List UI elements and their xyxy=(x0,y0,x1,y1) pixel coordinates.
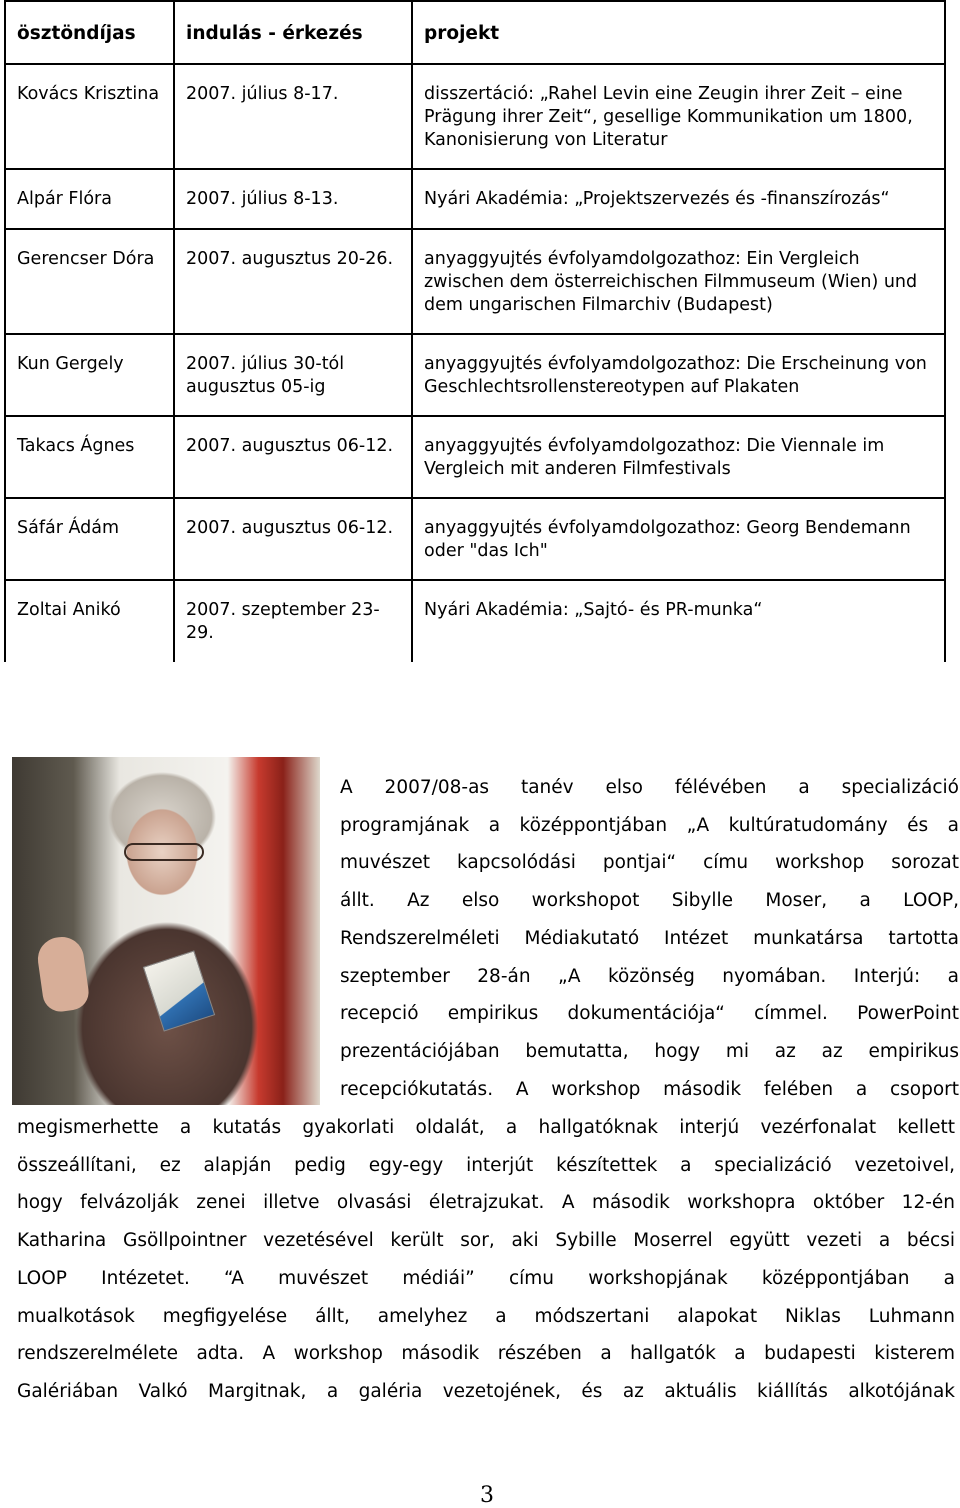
table-row xyxy=(5,580,945,662)
text-line: Katharina Gsöllpointner vezetésével került sor, aki Sybille Moserrel együtt vezeti a bécsi xyxy=(17,1230,955,1252)
photo-hand xyxy=(35,934,91,1014)
table-row xyxy=(5,169,945,229)
cell-name: Takacs Ágnes xyxy=(5,416,174,498)
cell-dates: 2007. július 8-13. xyxy=(174,169,412,229)
cell-name: Kovács Krisztina xyxy=(5,64,174,169)
cell-dates: 2007. augusztus 06-12. xyxy=(174,498,412,580)
text-line: szeptember 28-án „A közönség nyomában. Interjú: a xyxy=(340,965,959,987)
cell-dates: 2007. szeptember 23-29. xyxy=(174,580,412,662)
text-line: recepciókutatás. A workshop második felében a csoport xyxy=(340,1078,959,1100)
table-row xyxy=(5,334,945,416)
cell-project: disszertáció: „Rahel Levin eine Zeugin ihrer Zeit – eine Prägung ihrer Zeit“, gesellige Kommunikation um 1800, Kanonisierung von Literatur xyxy=(412,64,945,169)
cell-name: Kun Gergely xyxy=(5,334,174,416)
table-row xyxy=(5,498,945,580)
text-line: rendszerelmélete adta. A workshop második részében a hallgatók a budapesti kisterem xyxy=(17,1343,955,1365)
text-line: állt. Az elso workshopot Sibylle Moser, a LOOP, xyxy=(340,890,959,912)
table-row xyxy=(5,416,945,498)
cell-name: Sáfár Ádám xyxy=(5,498,174,580)
scholarship-table xyxy=(4,0,946,662)
article-text-beside-photo xyxy=(340,769,959,1108)
text-line: muvészet kapcsolódási pontjai“ címu workshop sorozat xyxy=(340,852,959,874)
cell-dates: 2007. július 8-17. xyxy=(174,64,412,169)
text-line: Rendszerelméleti Médiakutató Intézet munkatársa tartotta xyxy=(340,927,959,949)
cell-project: anyaggyujtés évfolyamdolgozathoz: Ein Vergleich zwischen dem österreichischen Filmmuseum (Wien) und dem ungarischen Filmarchiv (Budapest) xyxy=(412,229,945,334)
header-scholar: ösztöndíjas xyxy=(5,1,174,64)
text-line: A 2007/08-as tanév elso félévében a specializáció xyxy=(340,777,959,798)
table-row xyxy=(5,229,945,334)
text-line: hogy felvázolják zenei illetve olvasási életrajzukat. A második workshopra október 12-én xyxy=(17,1192,955,1214)
workshop-photo xyxy=(12,757,320,1105)
article-text-full-width xyxy=(17,1109,955,1411)
cell-dates: 2007. augusztus 06-12. xyxy=(174,416,412,498)
cell-project: anyaggyujtés évfolyamdolgozathoz: Die Viennale im Vergleich mit anderen Filmfestivals xyxy=(412,416,945,498)
text-line: összeállítani, ez alapján pedig egy-egy interjút készítettek a specializáció vezetoivel, xyxy=(17,1154,955,1176)
cell-name: Alpár Flóra xyxy=(5,169,174,229)
text-line: megismerhette a kutatás gyakorlati oldalát, a hallgatóknak interjú vezérfonalat kellett xyxy=(17,1117,955,1138)
text-line: programjának a középpontjában „A kultúratudomány és a xyxy=(340,814,959,836)
text-line: recepció empirikus dokumentációja“ címmel. PowerPoint xyxy=(340,1003,959,1025)
table-row xyxy=(5,64,945,169)
cell-project: Nyári Akadémia: „Projektszervezés és -finanszírozás“ xyxy=(412,169,945,229)
page-number: 3 xyxy=(480,1483,494,1508)
photo-book xyxy=(143,950,215,1031)
cell-name: Gerencser Dóra xyxy=(5,229,174,334)
cell-name: Zoltai Anikó xyxy=(5,580,174,662)
cell-project: Nyári Akadémia: „Sajtó- és PR-munka“ xyxy=(412,580,945,662)
header-project: projekt xyxy=(412,1,945,64)
table-header-row xyxy=(5,1,945,64)
text-line: mualkotások megfigyelése állt, amelyhez a módszertani alapokat Niklas Luhmann xyxy=(17,1305,955,1327)
text-line: LOOP Intézetet. “A muvészet médiái” címu workshopjának középpontjában a xyxy=(17,1267,955,1289)
cell-dates: 2007. július 30-tól augusztus 05-ig xyxy=(174,334,412,416)
text-line: prezentációjában bemutatta, hogy mi az az empirikus xyxy=(340,1040,959,1062)
photo-glasses xyxy=(124,843,204,861)
cell-dates: 2007. augusztus 20-26. xyxy=(174,229,412,334)
cell-project: anyaggyujtés évfolyamdolgozathoz: Die Erscheinung von Geschlechtsrollenstereotypen auf Plakaten xyxy=(412,334,945,416)
header-dates: indulás - érkezés xyxy=(174,1,412,64)
text-line: Galériában Valkó Margitnak, a galéria vezetojének, és az aktuális kiállítás alkotójának xyxy=(17,1380,955,1402)
cell-project: anyaggyujtés évfolyamdolgozathoz: Georg Bendemann oder "das Ich" xyxy=(412,498,945,580)
